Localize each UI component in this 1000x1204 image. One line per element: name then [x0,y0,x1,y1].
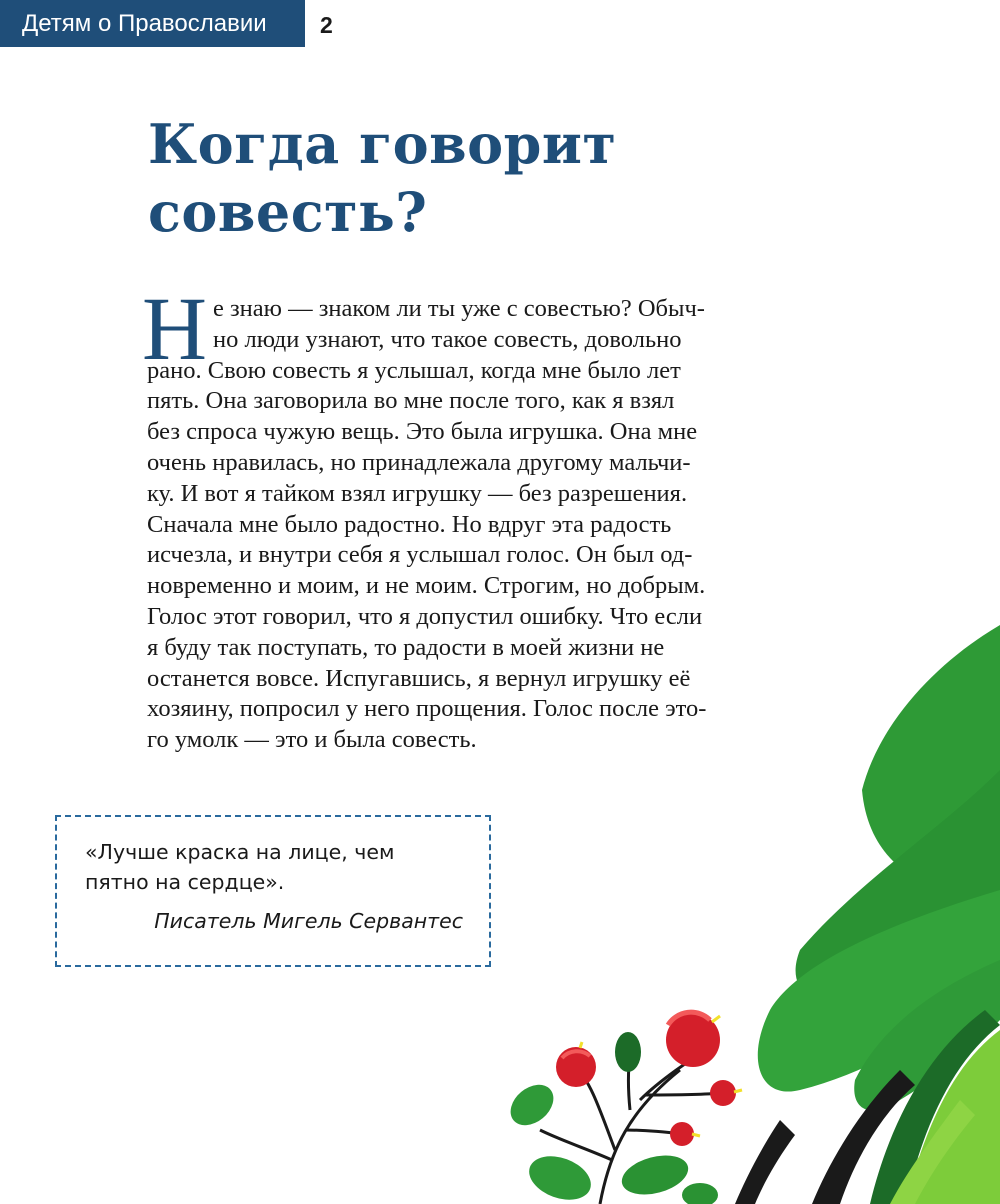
body-line: Сначала мне было радостно. Но вдруг эта радость [147,510,672,538]
quote-author: Писатель Мигель Сервантес [154,909,463,933]
berry-stem [734,1090,742,1092]
branch-leaf-shape [523,1148,597,1204]
body-line: рано. Свою совесть я услышал, когда мне было лет [147,356,681,384]
berry-stem [580,1042,582,1048]
branch-leaf-shape [503,1077,562,1134]
body-line: но люди узнают, что такое совесть, довольно [213,325,682,353]
body-line: новременно и моим, и не моим. Строгим, но добрым. [147,572,706,600]
branch-leaf-shape [615,1032,641,1072]
body-line: останется вовсе. Испугавшись, я вернул игрушку её [147,664,691,692]
quote-line: «Лучше краска на лице, чем [85,840,395,864]
red-berry [710,1080,736,1106]
section-title: Детям о Православии [22,10,267,37]
body-line: ку. И вот я тайком взял игрушку — без разрешения. [147,479,688,507]
page-number: 2 [320,12,333,38]
body-line: я буду так поступать, то радости в моей жизни не [147,633,665,661]
berry-stem [692,1134,700,1136]
body-line: хозяину, попросил у него прощения. Голос после это- [147,695,707,723]
branch-leaf-shape [617,1149,692,1201]
grass-blade-shape [735,1120,795,1204]
quote-line: пятно на сердце». [85,870,285,894]
title-line: Когда говорит [148,112,617,176]
body-line: го умолк — это и была совесть. [147,726,477,754]
drop-cap: Н [142,280,207,379]
body-line: без спроса чужую вещь. Это была игрушка. Она мне [147,418,698,446]
title-line: совесть? [148,180,428,244]
branch-leaf-shape [682,1183,718,1204]
body-line: пять. Она заговорила во мне после того, как я взял [147,387,675,415]
body-line: е знаю — знаком ли ты уже с совестью? Обыч- [213,295,705,322]
body-line: исчезла, и внутри себя я услышал голос. Он был од- [147,541,693,569]
body-line: очень нравилась, но принадлежала другому мальчи- [147,448,691,476]
body-line: Голос этот говорил, что я допустил ошибку. Что если [147,602,703,630]
red-berry [670,1122,694,1146]
berry-stem [712,1016,720,1022]
